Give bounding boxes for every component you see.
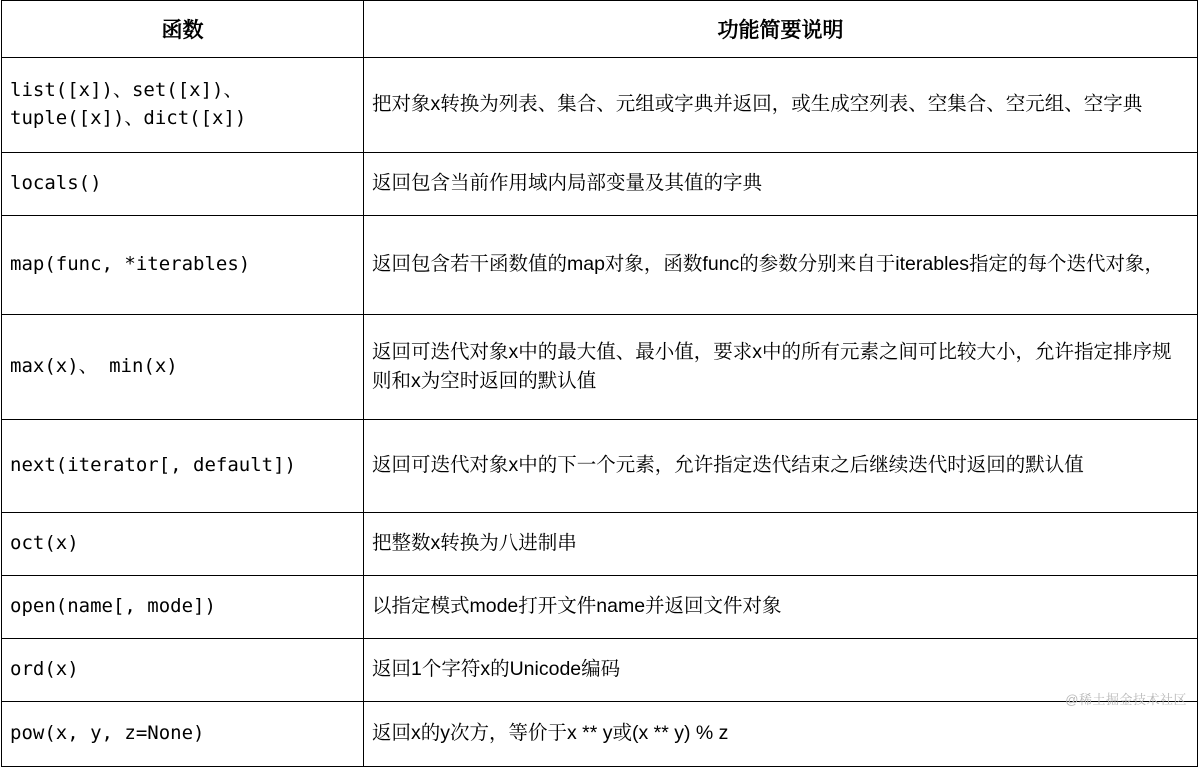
table-header-row [2, 1, 1198, 58]
function-description: 返回可迭代对象x中的下一个元素，允许指定迭代结束之后继续迭代时返回的默认值 [364, 420, 1198, 513]
function-signature: locals() [2, 153, 364, 216]
function-signature: next(iterator[, default]) [2, 420, 364, 513]
function-signature: open(name[, mode]) [2, 576, 364, 639]
function-description: 以指定模式mode打开文件name并返回文件对象 [364, 576, 1198, 639]
function-signature: map(func, *iterables) [2, 216, 364, 315]
table-row [2, 216, 1198, 315]
function-signature: oct(x) [2, 513, 364, 576]
function-description: 返回1个字符x的Unicode编码 [364, 639, 1198, 702]
function-signature: list([x])、set([x])、tuple([x])、dict([x]) [2, 58, 364, 153]
table-row [2, 513, 1198, 576]
watermark: @稀土掘金技术社区 [1065, 692, 1187, 707]
function-signature: ord(x) [2, 639, 364, 702]
function-reference-table [1, 0, 1198, 767]
column-header-description: 功能简要说明 [364, 1, 1198, 58]
table-header [2, 1, 1198, 58]
function-description: 返回包含当前作用域内局部变量及其值的字典 [364, 153, 1198, 216]
function-signature: pow(x, y, z=None) [2, 702, 364, 767]
function-description: 返回包含若干函数值的map对象，函数func的参数分别来自于iterables指定的每个迭代对象， [364, 216, 1198, 315]
function-description: 把整数x转换为八进制串 [364, 513, 1198, 576]
table-row [2, 315, 1198, 420]
function-description: 返回可迭代对象x中的最大值、最小值，要求x中的所有元素之间可比较大小，允许指定排序规则和x为空时返回的默认值 [364, 315, 1198, 420]
function-description: 把对象x转换为列表、集合、元组或字典并返回，或生成空列表、空集合、空元组、空字典 [364, 58, 1198, 153]
table-row [2, 58, 1198, 153]
function-signature: max(x)、 min(x) [2, 315, 364, 420]
table-row [2, 420, 1198, 513]
function-description: 返回x的y次方，等价于x ** y或(x ** y) % z [364, 702, 1198, 767]
table-body [2, 58, 1198, 767]
table-row [2, 153, 1198, 216]
table-row [2, 639, 1198, 702]
table-row [2, 702, 1198, 767]
table-row [2, 576, 1198, 639]
column-header-function: 函数 [2, 1, 364, 58]
